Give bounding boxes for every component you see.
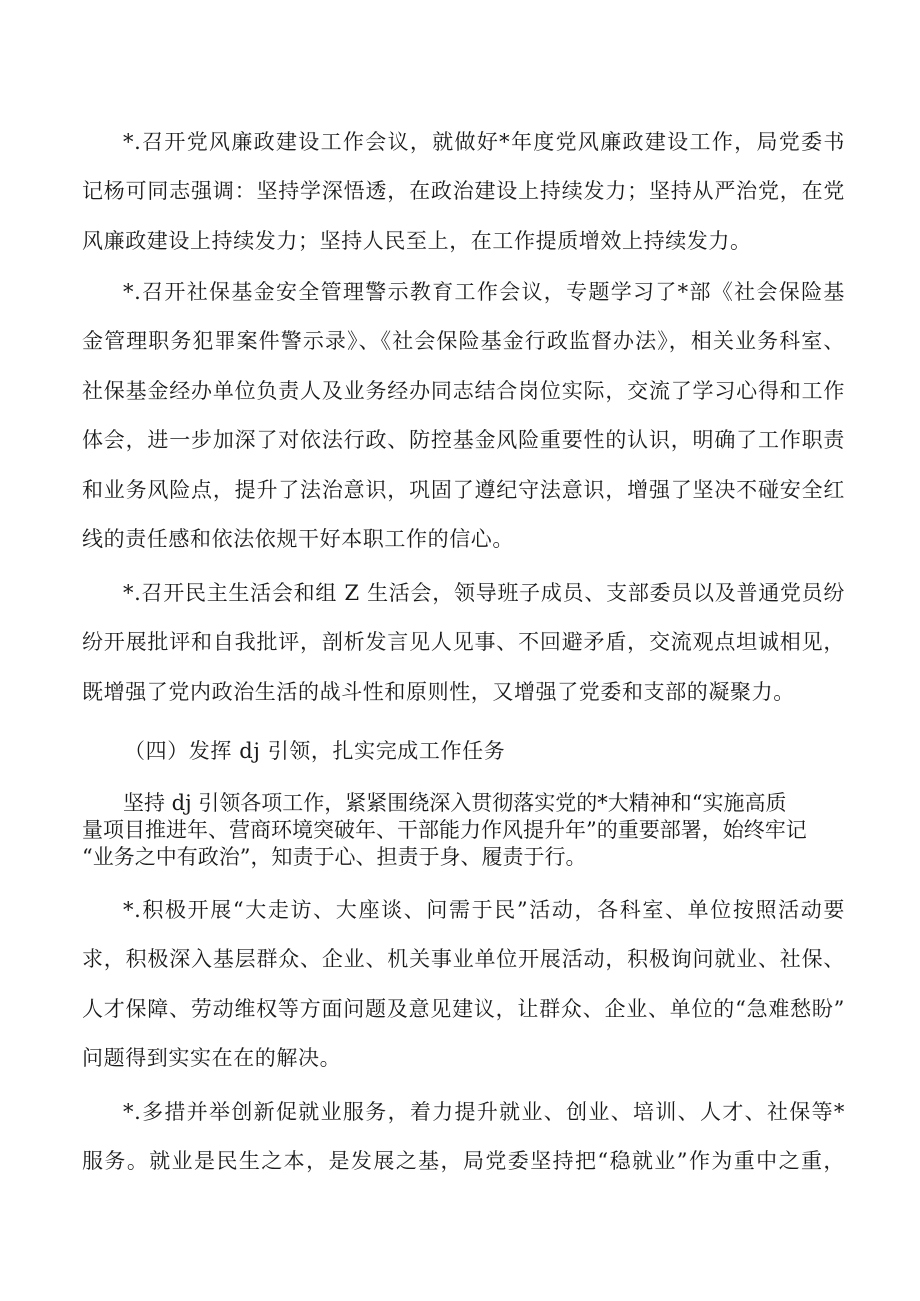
paragraph-line: 坚持 dj 引领各项工作，紧紧围绕深入贯彻落实党的*大精神和“实施高质 [123,791,787,815]
paragraph-line: 问题得到实实在在的解决。 [82,1046,342,1071]
paragraph-line: 服务。就业是民生之本，是发展之基，局党委坚持把“稳就业”作为重中之重， [82,1149,845,1174]
paragraph-line: 社保基金经办单位负责人及业务经办同志结合岗位实际，交流了学习心得和工作 [82,378,845,403]
paragraph-line: *.召开党风廉政建设工作会议，就做好*年度党风廉政建设工作，局党委书 [123,130,845,154]
paragraph-party-conduct-meeting [82,118,845,266]
paragraph-outreach-activity [82,886,845,1084]
paragraph-line: *.召开社保基金安全管理警示教育工作会议，专题学习了*部《社会保险基 [123,280,845,304]
paragraph-line: 体会，进一步加深了对依法行政、防控基金风险重要性的认识，明确了工作职责 [82,428,845,453]
paragraph-line: 量项目推进年、营商环境突破年、干部能力作风提升年”的重要部署，始终牢记 [82,818,807,842]
paragraph-line: 纷开展批评和自我批评，剖析发言见人见事、不回避矛盾，交流观点坦诚相见， [82,630,845,655]
paragraph-line: *.多措并举创新促就业服务，着力提升就业、创业、培训、人才、社保等* [123,1100,845,1124]
paragraph-section-intro [82,790,845,871]
paragraph-line: 既增强了党内政治生活的战斗性和原则性，又增强了党委和支部的凝聚力。 [82,679,795,704]
paragraph-fund-safety-meeting [82,268,845,564]
paragraph-line: 求，积极深入基层群众、企业、机关事业单位开展活动，积极询问就业、社保、 [82,947,845,972]
paragraph-line: “业务之中有政治”，知责于心、担责于身、履责于行。 [82,845,587,869]
paragraph-democratic-life-meeting [82,569,845,717]
section-heading: （四）发挥 dj 引领，扎实完成工作任务 [124,739,506,763]
paragraph-employment-services [82,1088,845,1187]
paragraph-line: 人才保障、劳动维权等方面问题及意见建议，让群众、企业、单位的“急难愁盼” [82,996,845,1021]
paragraph-line: 线的责任感和依法依规干好本职工作的信心。 [82,526,514,551]
paragraph-line: *.积极开展“大走访、大座谈、问需于民”活动，各科室、单位按照活动要 [123,898,845,922]
paragraph-line: *.召开民主生活会和组 Z 生活会，领导班子成员、支部委员以及普通党员纷 [123,581,845,605]
paragraph-line: 金管理职务犯罪案件警示录》、《社会保险基金行政监督办法》，相关业务科室、 [82,329,845,354]
paragraph-line: 记杨可同志强调：坚持学深悟透，在政治建设上持续发力；坚持从严治党，在党 [82,179,845,204]
paragraph-line: 风廉政建设上持续发力；坚持人民至上，在工作提质增效上持续发力。 [82,228,752,253]
paragraph-line: 和业务风险点，提升了法治意识，巩固了遵纪守法意识，增强了坚决不碰安全红 [82,477,845,502]
